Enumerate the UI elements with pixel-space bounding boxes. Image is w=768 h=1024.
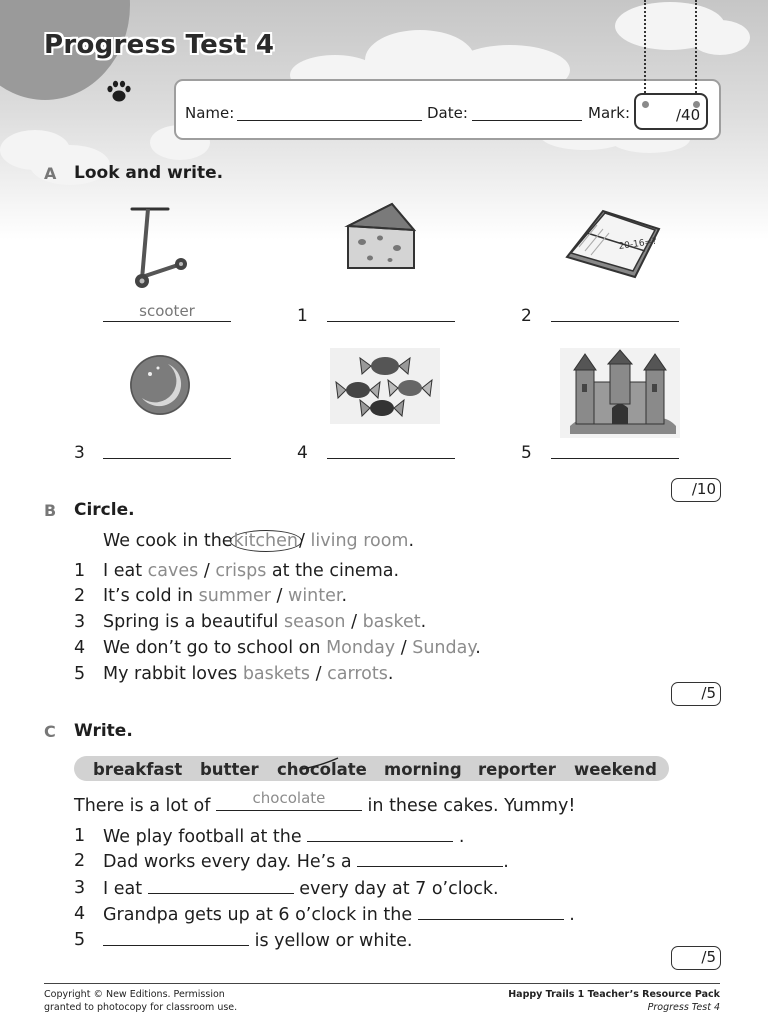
option[interactable]: basket xyxy=(362,612,421,632)
question-sentence xyxy=(103,586,347,606)
date-label: Date: xyxy=(427,104,468,122)
question-sentence xyxy=(103,826,464,847)
cloud-decoration xyxy=(690,20,750,55)
cheese-icon xyxy=(342,200,418,272)
item-number: 2 xyxy=(521,306,532,326)
section-c-title: Write. xyxy=(74,721,133,741)
question-row xyxy=(74,638,85,658)
separator: / xyxy=(351,612,357,632)
sentence-text: It’s cold in xyxy=(103,586,194,606)
item-number: 2 xyxy=(74,851,86,871)
name-field[interactable] xyxy=(237,120,422,121)
option[interactable]: Sunday xyxy=(412,638,476,658)
question-sentence xyxy=(103,612,426,632)
item-number: 1 xyxy=(297,306,308,326)
example-answer: chocolate xyxy=(252,789,326,807)
sentence-text: . xyxy=(458,827,465,847)
scooter-icon xyxy=(128,203,190,291)
sentence-text: There is a lot of xyxy=(74,796,211,816)
sentence-text: in these cakes. Yummy! xyxy=(367,796,576,816)
example-sentence xyxy=(103,530,414,552)
sentence-text: . xyxy=(475,638,481,658)
castle-icon xyxy=(560,348,680,438)
question-row xyxy=(74,878,85,898)
sentence-text: Dad works every day. He’s a xyxy=(103,852,352,872)
sentence-text: at the cinema. xyxy=(271,561,400,581)
question-sentence xyxy=(103,878,499,899)
answer-line[interactable] xyxy=(551,458,679,459)
answer-line xyxy=(103,321,231,322)
question-row xyxy=(74,851,85,871)
section-a-title: Look and write. xyxy=(74,163,224,183)
question-sentence xyxy=(103,638,481,658)
paw-icon xyxy=(106,80,132,104)
book-title: Happy Trails 1 Teacher’s Resource Pack xyxy=(508,989,720,1000)
question-sentence xyxy=(103,904,575,925)
tag-string xyxy=(644,0,646,96)
option[interactable]: winter xyxy=(288,586,342,606)
word-bank-item: breakfast xyxy=(93,760,183,779)
sentence-text: We cook in the xyxy=(103,531,233,551)
separator: / xyxy=(276,586,283,606)
answer-blank[interactable] xyxy=(357,851,503,867)
item-number: 1 xyxy=(74,826,86,846)
mark-tag xyxy=(634,93,708,130)
word-bank-item: reporter xyxy=(478,760,556,779)
item-number: 4 xyxy=(74,638,86,658)
section-b-title: Circle. xyxy=(74,500,135,520)
example-blank xyxy=(216,789,362,811)
item-number: 3 xyxy=(74,612,86,632)
question-row xyxy=(74,904,85,924)
option[interactable]: Monday xyxy=(326,638,396,658)
crossed-out-mark xyxy=(300,757,340,771)
item-number: 4 xyxy=(297,443,308,463)
option: living room xyxy=(310,531,409,551)
word-bank-item: butter xyxy=(200,760,259,779)
option[interactable]: summer xyxy=(198,586,271,606)
sweets-icon xyxy=(330,348,440,424)
separator: / xyxy=(203,561,210,581)
pin-icon xyxy=(642,101,649,108)
sentence-text: . xyxy=(408,531,415,551)
word-bank-item: chocolate xyxy=(277,760,367,779)
sentence-text: Spring is a beautiful xyxy=(103,612,279,632)
circled-option: kitchen xyxy=(230,530,302,552)
section-c-score: /5 xyxy=(671,946,721,970)
question-sentence xyxy=(103,930,412,951)
tag-string xyxy=(695,0,697,96)
answer-blank[interactable] xyxy=(103,930,249,946)
svg-text:20-16=?: 20-16=? xyxy=(618,236,658,252)
section-a-letter: A xyxy=(44,164,57,183)
sentence-text: We don’t go to school on xyxy=(103,638,321,658)
item-number: 2 xyxy=(74,586,86,606)
section-c-letter: C xyxy=(44,722,56,741)
answer-blank[interactable] xyxy=(148,878,294,894)
sentence-text: . xyxy=(569,905,575,925)
answer-blank[interactable] xyxy=(418,904,564,920)
book-icon xyxy=(563,205,669,279)
section-b-score: /5 xyxy=(671,682,721,706)
item-number: 4 xyxy=(74,904,86,924)
copyright-notice xyxy=(44,989,237,1014)
moon-icon xyxy=(128,354,192,416)
page-title: Progress Test 4 xyxy=(44,30,275,60)
footer-divider xyxy=(44,983,720,984)
option[interactable]: baskets xyxy=(242,664,311,684)
option[interactable]: crisps xyxy=(215,561,267,581)
question-sentence xyxy=(103,664,393,684)
sentence-text: We play football at the xyxy=(103,827,302,847)
answer-blank[interactable] xyxy=(307,826,453,842)
question-row xyxy=(74,664,85,684)
item-number: 5 xyxy=(521,443,532,463)
sentence-text: My rabbit loves xyxy=(103,664,238,684)
question-sentence xyxy=(103,561,399,581)
mark-total: /40 xyxy=(676,106,701,124)
item-number: 5 xyxy=(74,930,86,950)
item-number: 5 xyxy=(74,664,86,684)
example-sentence xyxy=(74,789,576,816)
answer-line[interactable] xyxy=(551,321,679,322)
copyright-line: granted to photocopy for classroom use. xyxy=(44,1001,238,1013)
copyright-line: Copyright © New Editions. Permission xyxy=(44,989,225,1000)
example-answer: scooter xyxy=(139,302,195,320)
sentence-text: every day at 7 o’clock. xyxy=(299,879,499,899)
option[interactable]: carrots xyxy=(327,664,388,684)
sentence-text: Grandpa gets up at 6 o’clock in the xyxy=(103,905,413,925)
page-reference: Progress Test 4 xyxy=(647,1001,720,1013)
item-number: 3 xyxy=(74,878,86,898)
sentence-text: . xyxy=(420,612,427,632)
item-number: 1 xyxy=(74,561,86,581)
book-reference xyxy=(508,989,720,1014)
section-a-score: /10 xyxy=(671,478,721,502)
section-b-letter: B xyxy=(44,501,57,520)
answer-line[interactable] xyxy=(103,458,231,459)
separator: / xyxy=(315,664,322,684)
sentence-text: is yellow or white. xyxy=(254,931,413,951)
separator: / xyxy=(400,638,407,658)
question-row xyxy=(74,586,85,606)
option[interactable]: season xyxy=(283,612,346,632)
question-sentence xyxy=(103,851,509,872)
sentence-text: I eat xyxy=(103,879,143,899)
sentence-text: . xyxy=(387,664,394,684)
answer-line[interactable] xyxy=(327,458,455,459)
word-bank-item: morning xyxy=(384,760,462,779)
name-label: Name: xyxy=(185,104,235,122)
mark-label: Mark: xyxy=(588,104,631,122)
question-row xyxy=(74,826,85,846)
word-bank-item: weekend xyxy=(574,760,657,779)
sentence-text: . xyxy=(503,852,509,872)
question-row xyxy=(74,612,85,632)
separator: / xyxy=(299,531,305,551)
date-field[interactable] xyxy=(472,120,582,121)
question-row xyxy=(74,930,85,950)
option[interactable]: caves xyxy=(147,561,199,581)
item-number: 3 xyxy=(74,443,85,463)
sentence-text: I eat xyxy=(103,561,143,581)
question-row xyxy=(74,561,85,581)
sentence-text: . xyxy=(341,586,348,606)
answer-line[interactable] xyxy=(327,321,455,322)
